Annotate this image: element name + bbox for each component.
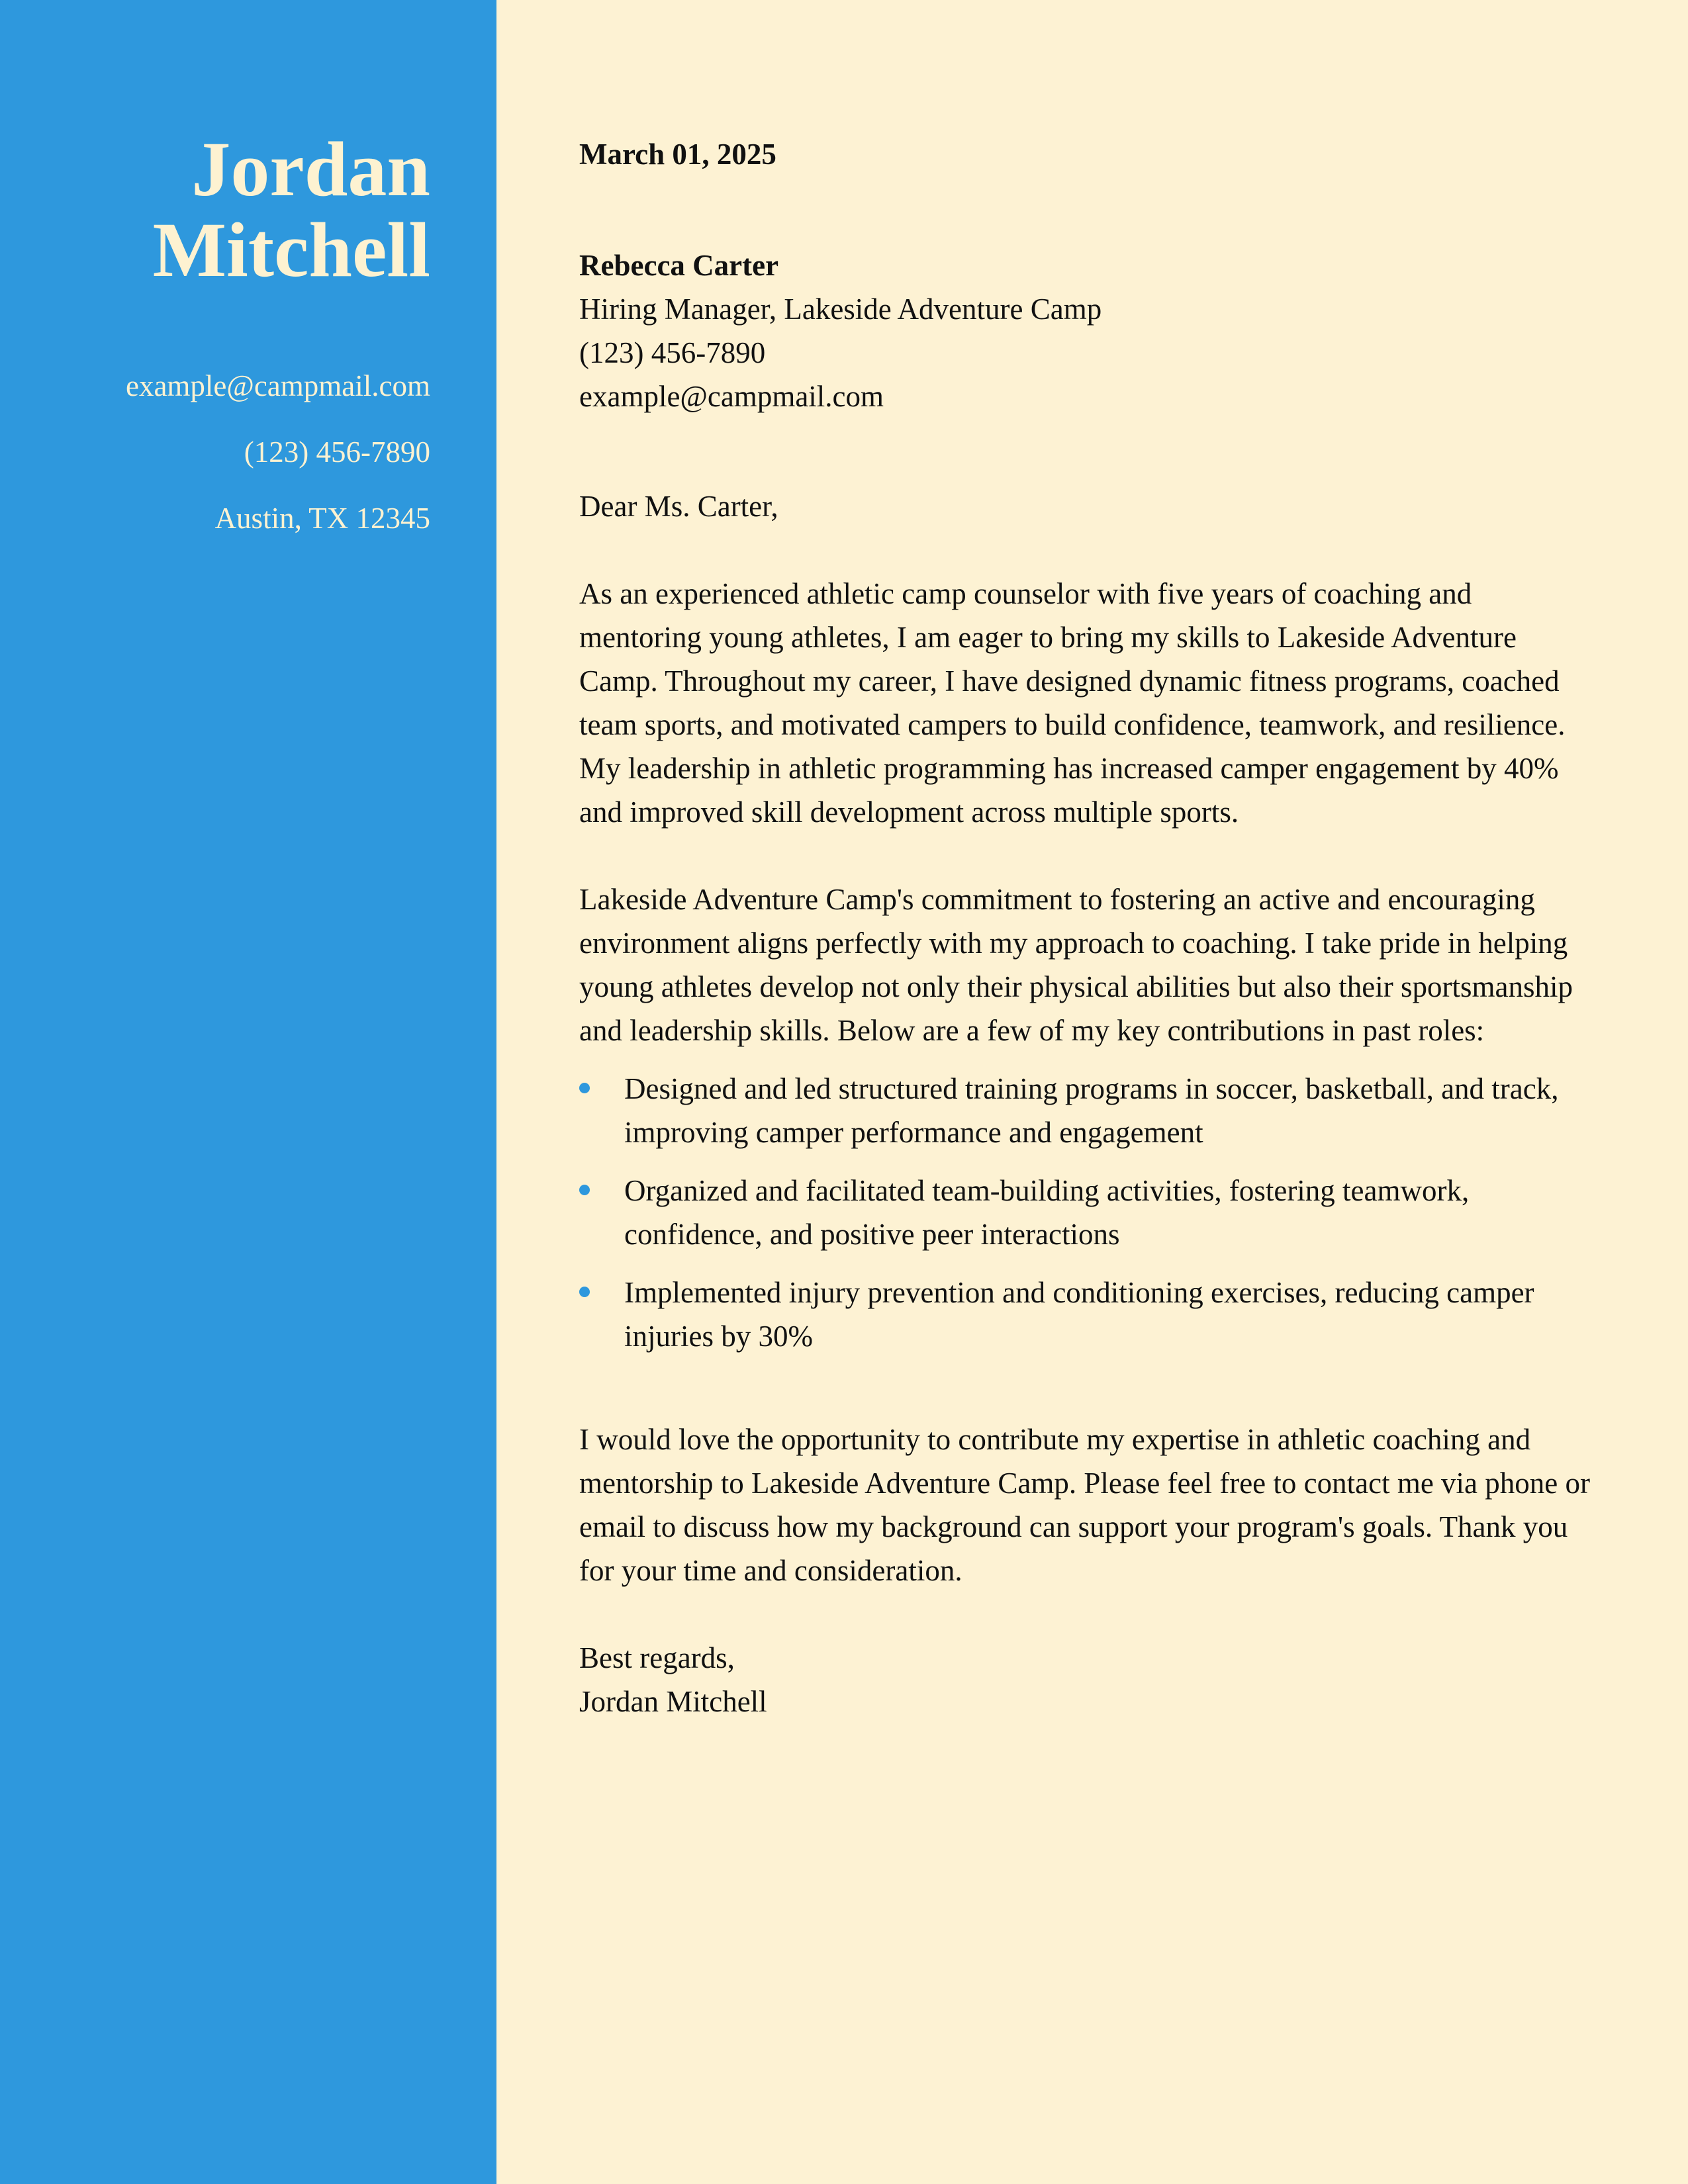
paragraph-contributions: Lakeside Adventure Camp's commitment to fostering an active and encouraging environment aligns perfectly with my approach to coaching. I take pride in helping young athletes develop not only their physical abilities but also their sportsmanship and leadership skills. Below are a few of my key contributions in past roles: [579, 883, 1573, 1047]
salutation: Dear Ms. Carter, [579, 490, 778, 523]
letter-body [579, 132, 1592, 1723]
recipient-block [579, 244, 1592, 418]
applicant-first-name: Jordan [191, 126, 430, 212]
contributions-list [579, 1067, 1592, 1358]
applicant-email[interactable]: example@campmail.com [125, 369, 430, 402]
list-item [579, 1169, 1592, 1256]
recipient-name: Rebecca Carter [579, 249, 779, 282]
recipient-title: Hiring Manager, Lakeside Adventure Camp [579, 293, 1102, 326]
applicant-name [7, 126, 430, 293]
paragraph-intro: As an experienced athletic camp counselor with five years of coaching and mentoring young athletes, I am eager to bring my skills to Lakeside Adventure Camp. Throughout my career, I have designed dynamic fitness programs, coached team sports, and motivated campers to build confidence, teamwork, and resilience. My leadership in athletic programming has increased camper engagement by 40% and improved skill development across multiple sports. [579, 577, 1566, 829]
bullet-dot-icon [579, 1185, 590, 1195]
applicant-phone[interactable]: (123) 456-7890 [244, 435, 430, 469]
list-item-text: Designed and led structured training programs in soccer, basketball, and track, improving camper performance and engagement [624, 1072, 1559, 1149]
applicant-last-name: Mitchell [152, 206, 430, 293]
letter-date: March 01, 2025 [579, 138, 776, 171]
recipient-phone[interactable]: (123) 456-7890 [579, 336, 766, 369]
closing-phrase: Best regards, [579, 1641, 735, 1674]
letter-panel [496, 0, 1688, 2184]
sidebar [0, 0, 496, 2184]
bullet-dot-icon [579, 1287, 590, 1297]
list-item [579, 1067, 1592, 1154]
list-item [579, 1271, 1592, 1358]
bullet-dot-icon [579, 1083, 590, 1093]
sign-off [579, 1636, 1592, 1723]
list-item-text: Organized and facilitated team-building activities, fostering teamwork, confidence, and positive peer interactions [624, 1174, 1470, 1251]
list-item-text: Implemented injury prevention and conditioning exercises, reducing camper injuries by 30% [624, 1276, 1534, 1353]
signature-name: Jordan Mitchell [579, 1685, 767, 1718]
applicant-address: Austin, TX 12345 [214, 502, 430, 535]
paragraph-closing: I would love the opportunity to contribute my expertise in athletic coaching and mentorship to Lakeside Adventure Camp. Please feel free to contact me via phone or email to discuss how my background can support your program's goals. Thank you for your time and consideration. [579, 1423, 1590, 1587]
recipient-email[interactable]: example@campmail.com [579, 380, 884, 413]
